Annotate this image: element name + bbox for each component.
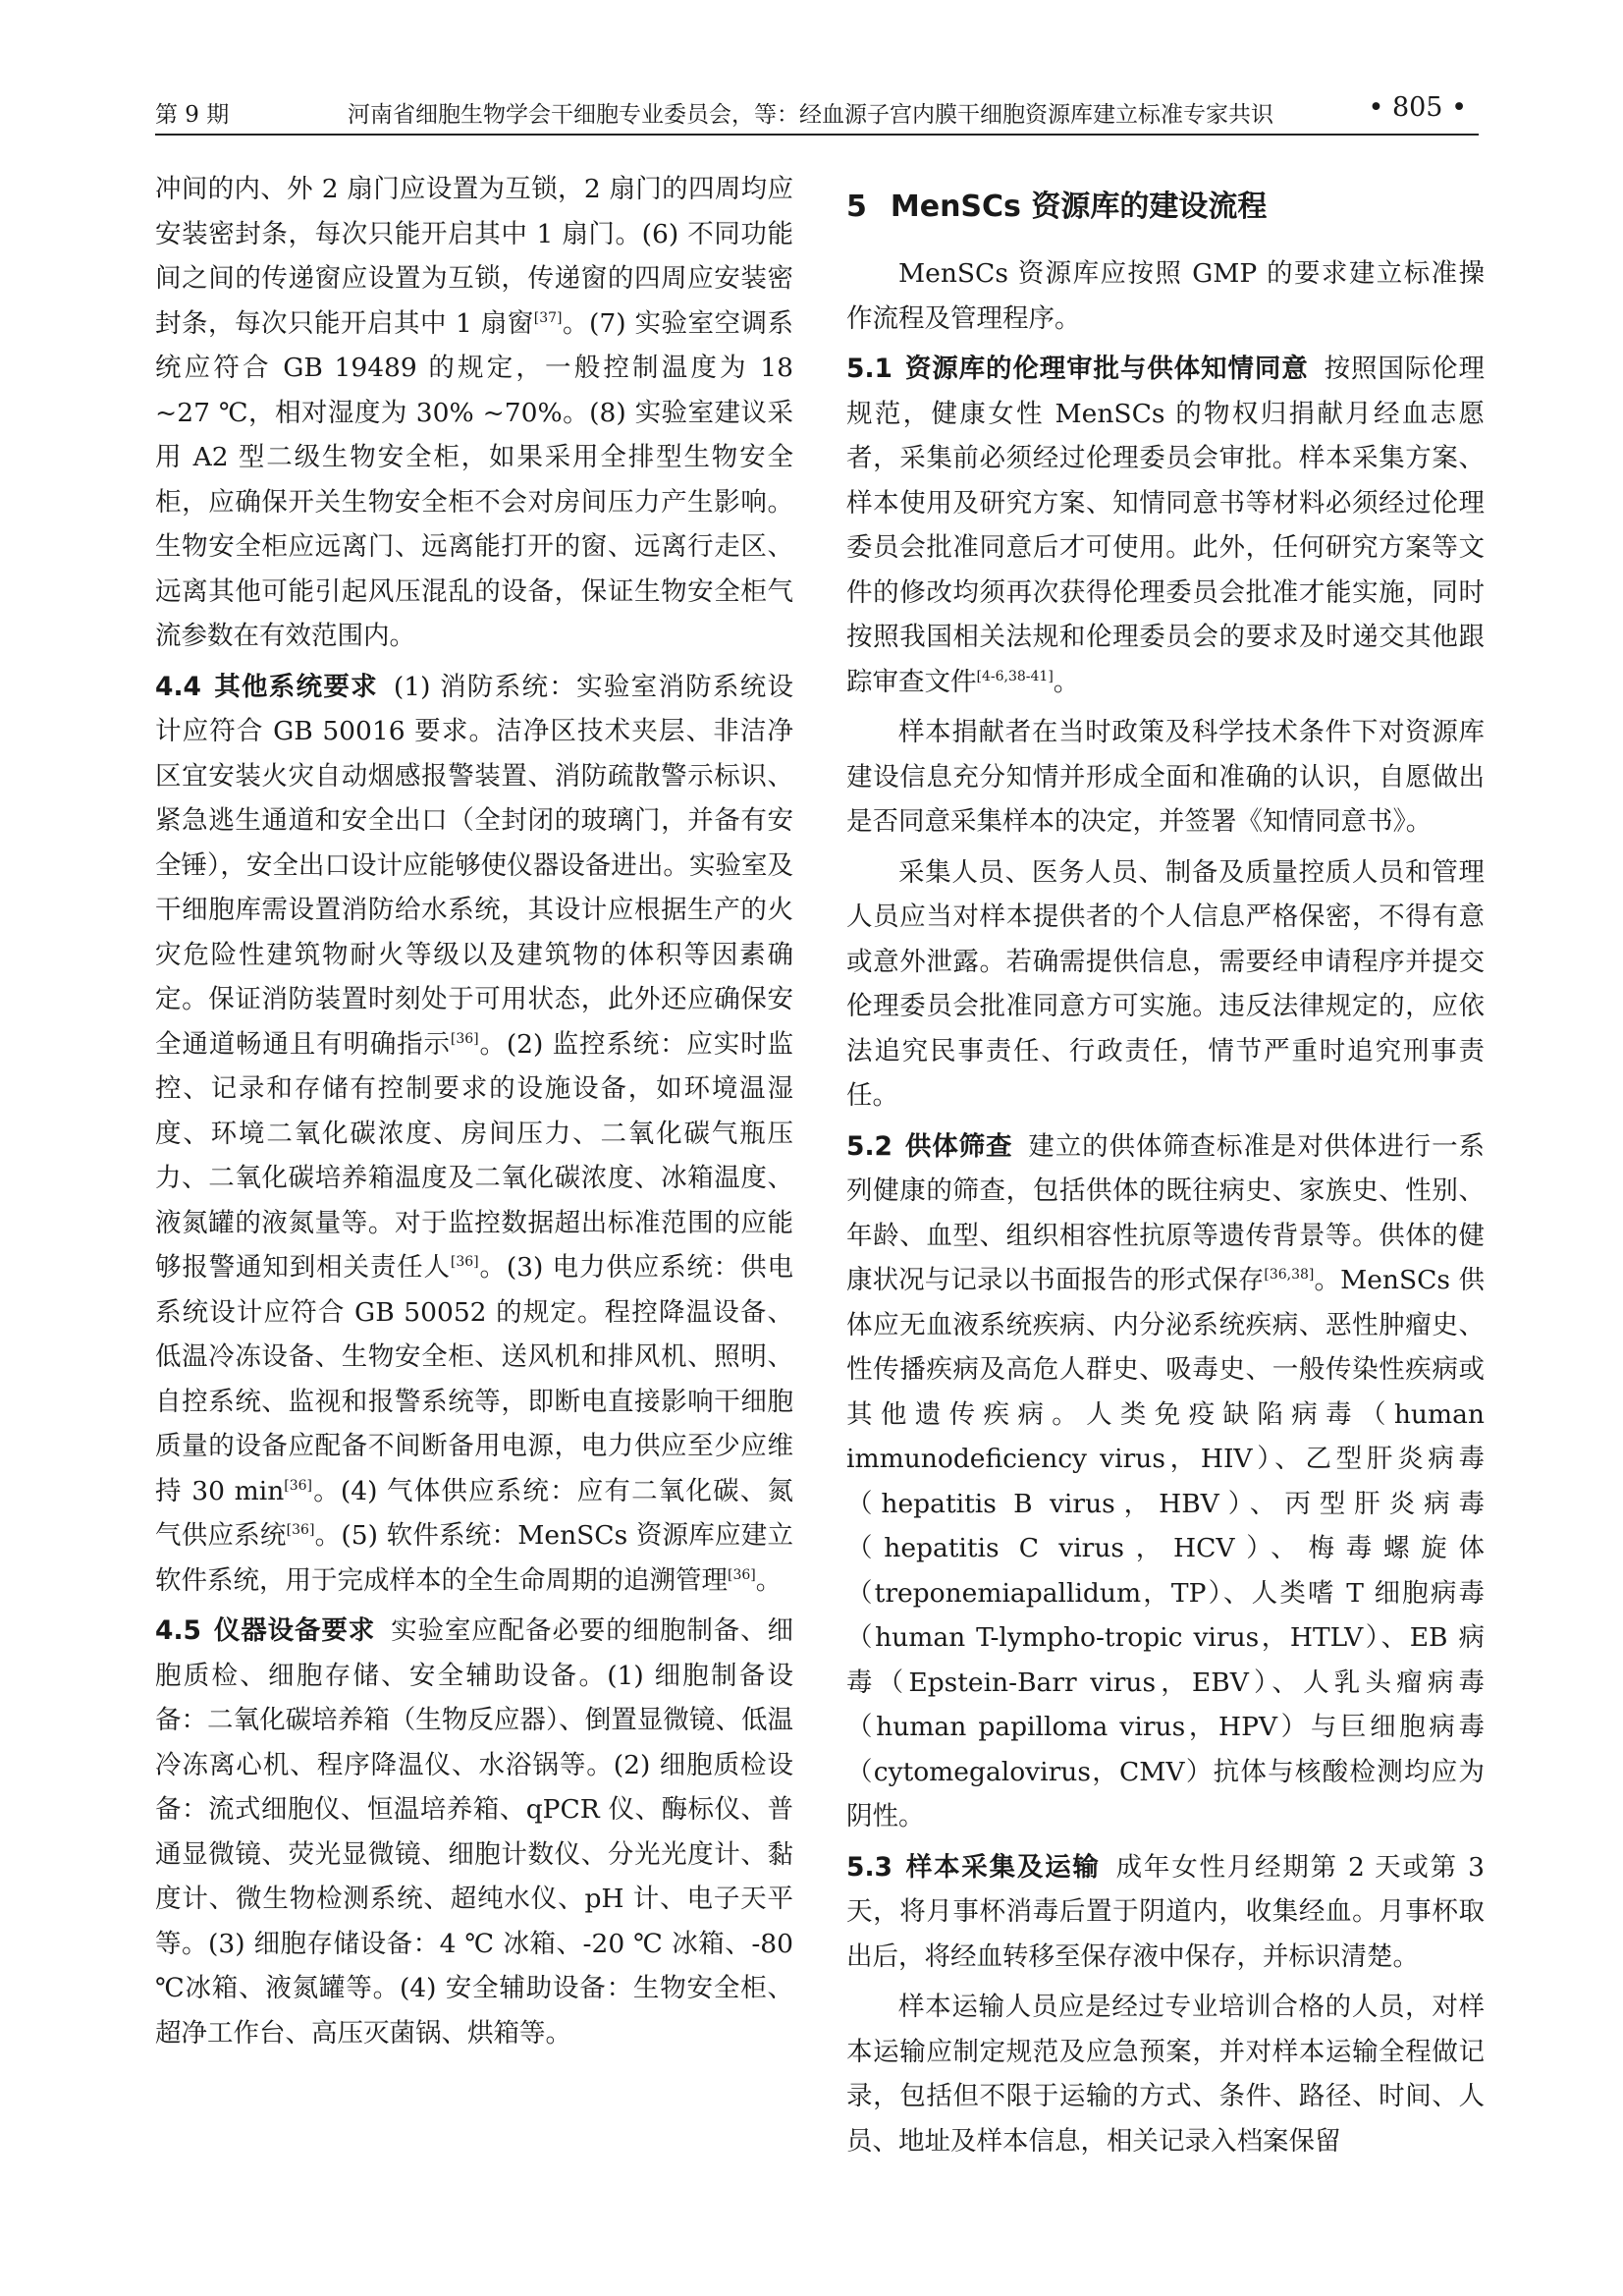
section-heading: 资源库的伦理审批与供体知情同意 — [903, 354, 1309, 384]
citation[interactable]: [36] — [450, 1254, 479, 1271]
left-column — [155, 167, 793, 2055]
issue-number: 第 9 期 — [155, 102, 230, 128]
right-column — [846, 167, 1485, 2163]
citation[interactable]: [37] — [533, 309, 563, 326]
citation[interactable]: [36] — [450, 1030, 479, 1047]
paragraph-privacy: 采集人员、医务人员、制备及质量控质人员和管理人员应当对样本提供者的个人信息严格保密，不得有意或意外泄露。若确需提供信息，需要经申请程序并提交伦理委员会批准同意方可实施。违反法律规定的，应依法追究民事责任、行政责任，情节严重时追究刑事责任。 — [846, 856, 1485, 1111]
paragraph-lab-doors: 冲间的内、外 2 扇门应设置为互锁，2 扇门的四周均应安装密封条，每次只能开启其中 1 扇门。(6) 不同功能间之间的传递窗应设置为互锁，传递窗的四周应安装密封条，每次只能开启其中 1 扇窗[37]。(7) 实验室空调系统应符合 GB 19489 的规定，一般控制温度为 18 ~27 ℃，相对湿度为 30% ~70%。(8) 实验室建议采用 A2 型二级生物安全柜，如果采用全排型生物安全柜，应确保开关生物安全柜不会对房间压力产生影响。生物安全柜应远离门、远离能打开的窗、远离行走区、远离其他可能引起风压混乱的设备，保证生物安全柜气流参数在有效范围内。 — [155, 174, 793, 651]
section-5-title — [846, 185, 1485, 230]
section-heading: MenSCs 资源库的建设流程 — [890, 190, 1268, 224]
citation[interactable]: [36] — [728, 1566, 756, 1583]
section-heading: 样本采集及运输 — [903, 1851, 1101, 1883]
running-title: 河南省细胞生物学会干细胞专业委员会，等：经血源子宫内膜干细胞资源库建立标准专家共识 — [348, 102, 1273, 128]
citation[interactable]: [36,38] — [1264, 1267, 1315, 1284]
section-number: 4.5 — [155, 1615, 201, 1646]
paragraph-intro: MenSCs 资源库应按照 GMP 的要求建立标准操作流程及管理程序。 — [846, 258, 1485, 334]
running-header — [155, 94, 1479, 136]
section-number: 5 — [846, 190, 867, 224]
section-5-2: 5.2 供体筛查 建立的供体筛查标准是对供体进行一系列健康的筛查，包括供体的既往病史、家族史、性别、年龄、血型、组织相容性抗原等遗传背景等。供体的健康状况与记录以书面报告的形式保存[36,38]。MenSCs 供体应无血液系统疾病、内分泌系统疾病、恶性肿瘤史、性传播疾病及高危人群史、吸毒史、一般传染性疾病或其他遗传疾病。人类免疫缺陷病毒（human immunodeficiency virus，HIV）、乙型肝炎病毒（hepatitis B virus，HBV）、丙型肝炎病毒（hepatitis C virus，HCV）、梅毒螺旋体（treponemiapallidum，TP）、人类嗜 T 细胞病毒（human T-lympho-tropic virus，HTLV）、EB 病毒（Epstein-Barr virus，EBV）、人乳头瘤病毒（human papilloma virus，HPV）与巨细胞病毒（cytomegalovirus，CMV）抗体与核酸检测均应为阴性。 — [846, 1130, 1486, 1831]
section-heading: 供体筛查 — [903, 1130, 1013, 1162]
paragraph-transport: 样本运输人员应是经过专业培训合格的人员，对样本运输应制定规范及应急预案，并对样本运输全程做记录，包括但不限于运输的方式、条件、路径、时间、人员、地址及样本信息，相关记录入档案保留 — [846, 1992, 1485, 2157]
citation[interactable]: [36] — [286, 1522, 315, 1539]
page-number: • 805 • — [1368, 92, 1467, 123]
section-5-3: 5.3 样本采集及运输 成年女性月经期第 2 天或第 3 天，将月事杯消毒后置于阴道内，收集经血。月事杯取出后，将经血转移至保存液中保存，并标识清楚。 — [846, 1851, 1485, 1972]
citation[interactable]: [36] — [284, 1477, 313, 1494]
paragraph-donor-consent: 样本捐献者在当时政策及科学技术条件下对资源库建设信息充分知情并形成全面和准确的认识，自愿做出是否同意采集样本的决定，并签署《知情同意书》。 — [846, 717, 1485, 837]
section-heading: 其他系统要求 — [212, 671, 378, 702]
section-number: 4.4 — [155, 671, 201, 702]
section-number: 5.2 — [846, 1130, 893, 1162]
section-4-4: 4.4 其他系统要求 (1) 消防系统：实验室消防系统设计应符合 GB 50016 要求。洁净区技术夹层、非洁净区宜安装火灾自动烟感报警装置、消防疏散警示标识、紧急逃生通道和安全出口（全封闭的玻璃门，并备有安全锤），安全出口设计应能够使仪器设备进出。实验室及干细胞库需设置消防给水系统，其设计应根据生产的火灾危险性建筑物耐火等级以及建筑物的体积等因素确定。保证消防装置时刻处于可用状态，此外还应确保安全通道畅通且有明确指示[36]。(2) 监控系统：应实时监控、记录和存储有控制要求的设施设备，如环境温湿度、环境二氧化碳浓度、房间压力、二氧化碳气瓶压力、二氧化碳培养箱温度及二氧化碳浓度、冰箱温度、液氮罐的液氮量等。对于监控数据超出标准范围的应能够报警通知到相关责任人[36]。(3) 电力供应系统：供电系统设计应符合 GB 50052 的规定。程控降温设备、低温冷冻设备、生物安全柜、送风机和排风机、照明、自控系统、监视和报警系统等，即断电直接影响干细胞质量的设备应配备不间断备用电源，电力供应至少应维持 30 min[36]。(4) 气体供应系统：应有二氧化碳、氮气供应系统[36]。(5) 软件系统：MenSCs 资源库应建立软件系统，用于完成样本的全生命周期的追溯管理[36]。 — [155, 671, 793, 1596]
section-4-5: 4.5 仪器设备要求 实验室应配备必要的细胞制备、细胞质检、细胞存储、安全辅助设备。(1) 细胞制备设备：二氧化碳培养箱（生物反应器）、倒置显微镜、低温冷冻离心机、程序降温仪、水浴锅等。(2) 细胞质检设备：流式细胞仪、恒温培养箱、qPCR 仪、酶标仪、普通显微镜、荧光显微镜、细胞计数仪、分光光度计、黏度计、微生物检测系统、超纯水仪、pH 计、电子天平等。(3) 细胞存储设备：4 ℃ 冰箱、-20 ℃ 冰箱、-80 ℃冰箱、液氮罐等。(4) 安全辅助设备：生物安全柜、超净工作台、高压灭菌锅、烘箱等。 — [155, 1615, 794, 2049]
section-number: 5.1 — [846, 354, 893, 384]
citation[interactable]: [4-6,38-41] — [976, 668, 1054, 684]
section-5-1: 5.1 资源库的伦理审批与供体知情同意 按照国际伦理规范，健康女性 MenSCs 的物权归捐献月经血志愿者，采集前必须经过伦理委员会审批。样本采集方案、样本使用及研究方案、知情同意书等材料必须经过伦理委员会批准同意后才可使用。此外，任何研究方案等文件的修改均须再次获得伦理委员会批准才能实施，同时按照我国相关法规和伦理委员会的要求及时递交其他跟踪审查文件[4-6,38-41]。 — [846, 354, 1486, 697]
section-number: 5.3 — [846, 1851, 893, 1883]
section-heading: 仪器设备要求 — [212, 1615, 376, 1646]
